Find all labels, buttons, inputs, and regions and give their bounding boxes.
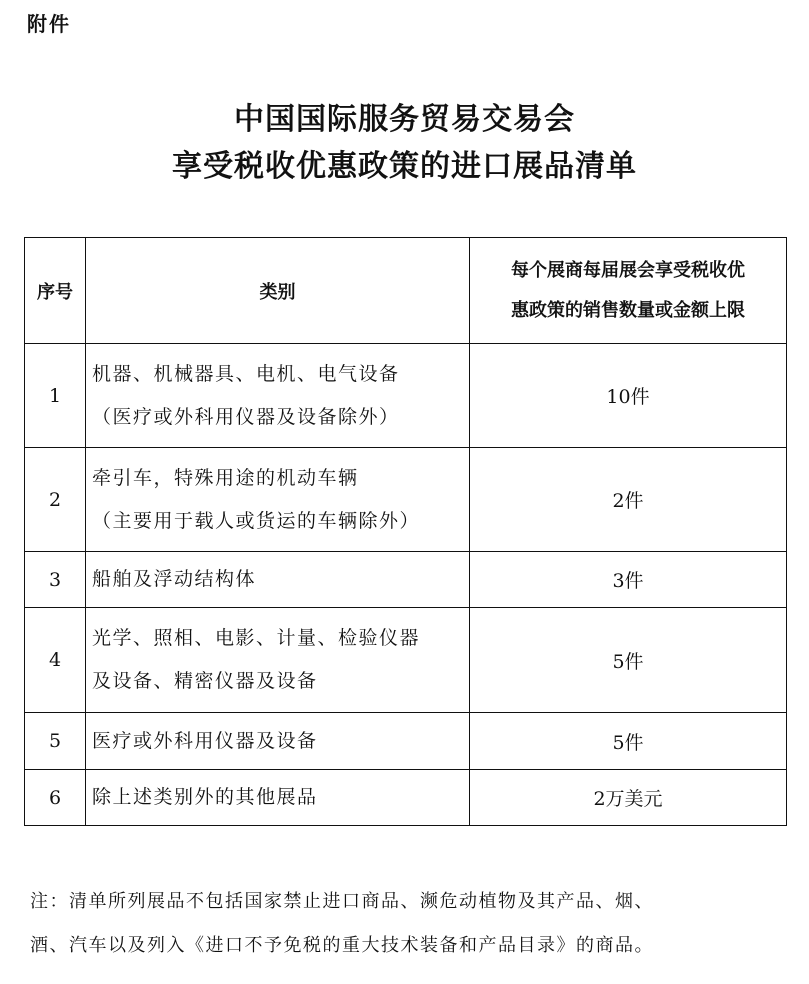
row-serial-number: 3 [25, 552, 86, 608]
table-row [25, 713, 787, 770]
header-category: 类别 [86, 238, 470, 344]
row-serial-number: 2 [25, 448, 86, 552]
table-row [25, 448, 787, 552]
row-category-line: 医疗或外科用仪器及设备 [92, 729, 318, 752]
row-serial-number: 4 [25, 608, 86, 713]
row-category-line: （医疗或外科用仪器及设备除外） [92, 405, 400, 428]
row-serial-number: 6 [25, 770, 86, 826]
row-limit: 3件 [470, 552, 787, 608]
row-category [86, 608, 470, 713]
row-category-line: 除上述类别外的其他展品 [92, 786, 318, 808]
row-category [86, 448, 470, 552]
row-limit: 5件 [470, 713, 787, 770]
row-category-line: 光学、照相、电影、计量、检验仪器 [92, 627, 421, 649]
table-row [25, 608, 787, 713]
footnote-line-1: 注：清单所列展品不包括国家禁止进口商品、濒危动植物及其产品、烟、 [30, 891, 654, 912]
table-row [25, 770, 787, 826]
row-category-line: 牵引车，特殊用途的机动车辆 [92, 466, 359, 489]
row-serial-number: 5 [25, 713, 86, 770]
row-category [86, 713, 470, 770]
footnote-line-2: 酒、汽车以及列入《进口不予免税的重大技术装备和产品目录》的商品。 [30, 935, 654, 956]
row-category [86, 344, 470, 448]
row-category-line: 机器、机械器具、电机、电气设备 [92, 362, 400, 385]
row-limit: 2万美元 [470, 770, 787, 826]
row-category-line: 船舶及浮动结构体 [92, 568, 257, 590]
row-limit: 2件 [470, 448, 787, 552]
footnote [30, 880, 780, 968]
document-title-line-1: 中国国际服务贸易交易会 [234, 102, 575, 137]
header-sales-limit-line-2: 惠政策的销售数量或金额上限 [511, 299, 745, 321]
header-serial-number: 序号 [25, 238, 86, 344]
header-sales-limit [470, 238, 787, 344]
row-limit: 5件 [470, 608, 787, 713]
table-row [25, 344, 787, 448]
row-limit: 10件 [470, 344, 787, 448]
attachment-label: 附件 [27, 12, 71, 36]
table-row [25, 552, 787, 608]
row-category-line: 及设备、精密仪器及设备 [92, 670, 318, 692]
header-sales-limit-line-1: 每个展商每届展会享受税收优 [511, 259, 745, 281]
table-header-row [25, 238, 787, 344]
row-category [86, 770, 470, 826]
row-category [86, 552, 470, 608]
row-serial-number: 1 [25, 344, 86, 448]
document-title-line-2: 享受税收优惠政策的进口展品清单 [172, 149, 637, 184]
exhibit-list-table [24, 237, 787, 826]
row-category-line: （主要用于载人或货运的车辆除外） [92, 509, 421, 532]
